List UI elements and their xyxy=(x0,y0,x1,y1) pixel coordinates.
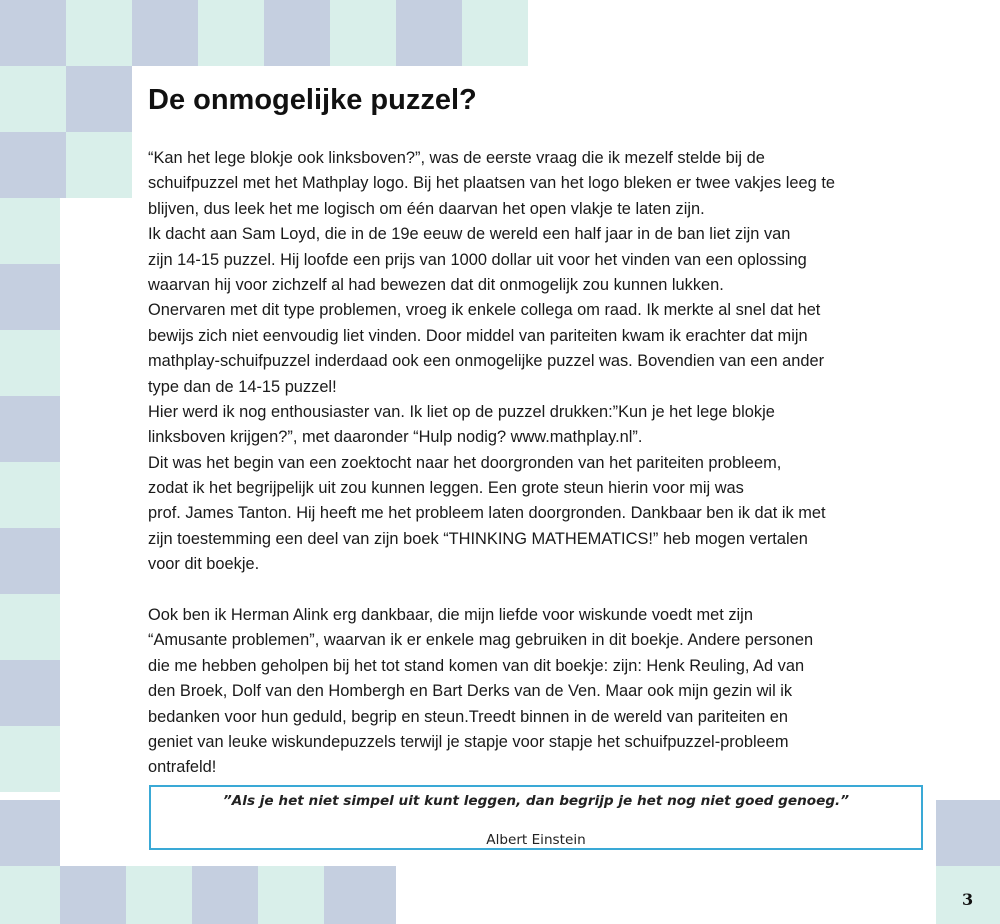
text-line: bewijs zich niet eenvoudig liet vinden. Door middel van pariteiten kwam ik erachter dat mijn xyxy=(148,326,808,345)
decor-tile xyxy=(462,0,528,66)
decor-tile xyxy=(0,0,66,66)
decor-tile xyxy=(264,0,330,66)
body-text xyxy=(148,146,938,781)
text-line: zijn 14-15 puzzel. Hij loofde een prijs van 1000 dollar uit voor het vinden van een oplossing xyxy=(148,250,807,269)
decor-tile xyxy=(66,132,132,198)
text-line: blijven, dus leek het me logisch om één daarvan het open vlakje te laten zijn. xyxy=(148,199,705,218)
decor-tile xyxy=(0,800,60,866)
text-line: mathplay-schuifpuzzel inderdaad ook een onmogelijke puzzel was. Bovendien van een ander xyxy=(148,352,825,371)
text-line: Hier werd ik nog enthousiaster van. Ik liet op de puzzel drukken:”Kun je het lege blokje xyxy=(148,402,775,421)
text-line: Ook ben ik Herman Alink erg dankbaar, die mijn liefde voor wiskunde voedt met zijn xyxy=(148,606,753,625)
decor-tile xyxy=(0,330,60,396)
text-line: voor dit boekje. xyxy=(148,555,260,574)
decor-tile xyxy=(66,0,132,66)
text-line: bedanken voor hun geduld, begrip en steun.Treedt binnen in de wereld van pariteiten en xyxy=(148,707,788,726)
decor-tile xyxy=(0,594,60,660)
quote-text: ”Als je het niet simpel uit kunt leggen, dan begrijp je het nog niet goed genoeg.” xyxy=(223,793,849,809)
decor-tile xyxy=(396,0,462,66)
text-line: ontrafeld! xyxy=(148,758,217,777)
decor-tile xyxy=(192,866,258,924)
decor-tile xyxy=(0,528,60,594)
decor-tile xyxy=(0,132,66,198)
decor-tile xyxy=(0,66,66,132)
text-line: geniet van leuke wiskundepuzzels terwijl je stapje voor stapje het schuifpuzzel-probleem xyxy=(148,732,789,751)
page-number: 3 xyxy=(962,890,974,909)
text-line: zodat ik het begrijpelijk uit zou kunnen leggen. Een grote steun hierin voor mij was xyxy=(148,479,744,498)
decor-tile xyxy=(66,66,132,132)
page-title: De onmogelijke puzzel? xyxy=(148,84,477,116)
decor-tile xyxy=(0,866,60,924)
decor-tile xyxy=(936,800,1000,866)
text-line xyxy=(148,578,938,603)
text-line: type dan de 14-15 puzzel! xyxy=(148,377,337,396)
text-line: zijn toestemming een deel van zijn boek “THINKING MATHEMATICS!” heb mogen vertalen xyxy=(148,529,808,548)
text-line: die me hebben geholpen bij het tot stand komen van dit boekje: zijn: Henk Reuling, Ad van xyxy=(148,656,805,675)
decor-tile xyxy=(330,0,396,66)
decor-tile xyxy=(198,0,264,66)
decor-tile xyxy=(0,660,60,726)
text-line: Onervaren met dit type problemen, vroeg ik enkele collega om raad. Ik merkte al snel dat het xyxy=(148,301,821,320)
text-line: waarvan hij voor zichzelf al had bewezen dat dit onmogelijk zou kunnen lukken. xyxy=(148,275,724,294)
decor-tile xyxy=(0,396,60,462)
text-line: prof. James Tanton. Hij heeft me het probleem laten doorgronden. Dankbaar ben ik dat ik met xyxy=(148,504,826,523)
decor-tile xyxy=(0,726,60,792)
text-line: “Amusante problemen”, waarvan ik er enkele mag gebruiken in dit boekje. Andere personen xyxy=(148,631,814,650)
text-line: linksboven krijgen?”, met daaronder “Hulp nodig? www.mathplay.nl”. xyxy=(148,428,643,447)
text-line: “Kan het lege blokje ook linksboven?”, was de eerste vraag die ik mezelf stelde bij de xyxy=(148,149,765,167)
decor-tile xyxy=(324,866,396,924)
decor-tile xyxy=(0,198,60,264)
decor-tile xyxy=(258,866,324,924)
decor-tile xyxy=(60,866,126,924)
text-line: schuifpuzzel met het Mathplay logo. Bij het plaatsen van het logo bleken er twee vakjes leeg te xyxy=(148,174,835,193)
decor-tile xyxy=(126,866,192,924)
text-line: Ik dacht aan Sam Loyd, die in de 19e eeuw de wereld een half jaar in de ban liet zijn van xyxy=(148,225,791,244)
decor-tile xyxy=(132,0,198,66)
decor-tile xyxy=(0,264,60,330)
decor-tile xyxy=(0,462,60,528)
text-line: Dit was het begin van een zoektocht naar het doorgronden van het pariteiten probleem, xyxy=(148,453,782,472)
text-line: den Broek, Dolf van den Hombergh en Bart Derks van de Ven. Maar ook mijn gezin wil ik xyxy=(148,682,793,701)
quote-author: Albert Einstein xyxy=(486,832,586,848)
quote-box xyxy=(149,785,923,850)
